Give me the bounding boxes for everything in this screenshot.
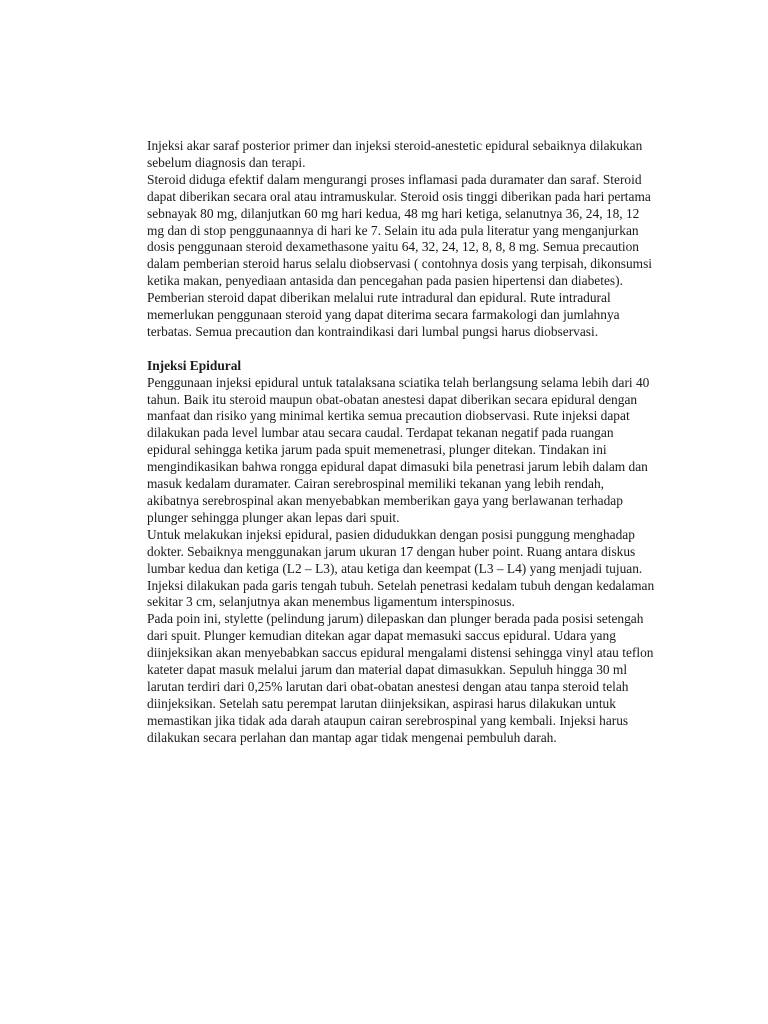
paragraph-prosedur-posisi: Untuk melakukan injeksi epidural, pasien didudukkan dengan posisi punggung menghadap dokter. Sebaiknya menggunakan jarum ukuran 17 dengan huber point. Ruang antara diskus lumbar kedua dan ketiga (L2 – L3), atau ketiga dan keempat (L3 – L4) yang menjadi tujuan. Injeksi dilakukan pada garis tengah tubuh. Setelah penetrasi kedalam tubuh dengan kedalaman sekitar 3 cm, selanjutnya akan menembus ligamentum interspinosus. <box>147 526 655 610</box>
paragraph-rute-intradural: Pemberian steroid dapat diberikan melalui rute intradural dan epidural. Rute intradural memerlukan penggunaan steroid yang dapat diterima secara farmakologi dan jumlahnya terbatas. Semua precaution dan kontraindikasi dari lumbal pungsi harus diobservasi. <box>147 290 620 339</box>
section-heading-injeksi-epidural: Injeksi Epidural <box>147 357 242 373</box>
paragraph-spacer <box>147 341 659 358</box>
paragraph-akar-saraf: Injeksi akar saraf posterior primer dan injeksi steroid-anestetic epidural sebaiknya dilakukan sebelum diagnosis dan terapi. <box>147 138 643 170</box>
paragraph-penggunaan-epidural: Penggunaan injeksi epidural untuk tatalaksana sciatika telah berlangsung selama lebih dari 40 tahun. Baik itu steroid maupun obat-obatan anestesi dapat diberikan secara epidural dengan manfaat dan risiko yang minimal kertika semua precaution diobservasi. Rute injeksi dapat dilakukan pada level lumbar atau secara caudal. Terdapat tekanan negatif pada ruangan epidural sehingga ketika jarum pada spuit memenetrasi, plunger ditekan. Tindakan ini mengindikasikan bahwa rongga epidural dapat dimasuki bila penetrasi jarum lebih dalam dan masuk kedalam duramater. Cairan serebrospinal memiliki tekanan yang lebih rendah, akibatnya serebrospinal akan menyebabkan memberikan gaya yang berlawanan terhadap plunger sehingga plunger akan lepas dari spuit. <box>147 374 650 525</box>
document-page <box>147 138 659 747</box>
paragraph-steroid-dosis: Steroid diduga efektif dalam mengurangi proses inflamasi pada duramater dan saraf. Steroid dapat diberikan secara oral atau intramuskular. Steroid osis tinggi diberikan pada hari pertama sebnayak 80 mg, dilanjutkan 60 mg hari kedua, 48 mg hari ketiga, selanutnya 36, 24, 18, 12 mg dan di stop penggunaannya di hari ke 7. Selain itu ada pula literatur yang menganjurkan dosis penggunaan steroid dexamethasone yaitu 64, 32, 24, 12, 8, 8, 8 mg. Semua precaution dalam pemberian steroid harus selalu diobservasi ( contohnya dosis yang terpisah, dikonsumsi ketika makan, penyediaan antasida dan pencegahan pada pasien hipertensi dan diabetes). <box>147 171 653 289</box>
paragraph-stylette-plunger: Pada poin ini, stylette (pelindung jarum) dilepaskan dan plunger berada pada posisi setengah dari spuit. Plunger kemudian ditekan agar dapat memasuki saccus epidural. Udara yang diinjeksikan akan menyebabkan saccus epidural mengalami distensi sehingga vinyl atau teflon kateter dapat masuk melalui jarum dan material dapat dimasukkan. Sepuluh hingga 30 ml larutan terdiri dari 0,25% larutan dari obat-obatan anestesi dengan atau tanpa steroid telah diinjeksikan. Setelah satu perempat larutan diinjeksikan, aspirasi harus dilakukan untuk memastikan jika tidak ada darah ataupun cairan serebrospinal yang kembali. Injeksi harus dilakukan secara perlahan dan mantap agar tidak mengenai pembuluh darah. <box>147 611 654 745</box>
